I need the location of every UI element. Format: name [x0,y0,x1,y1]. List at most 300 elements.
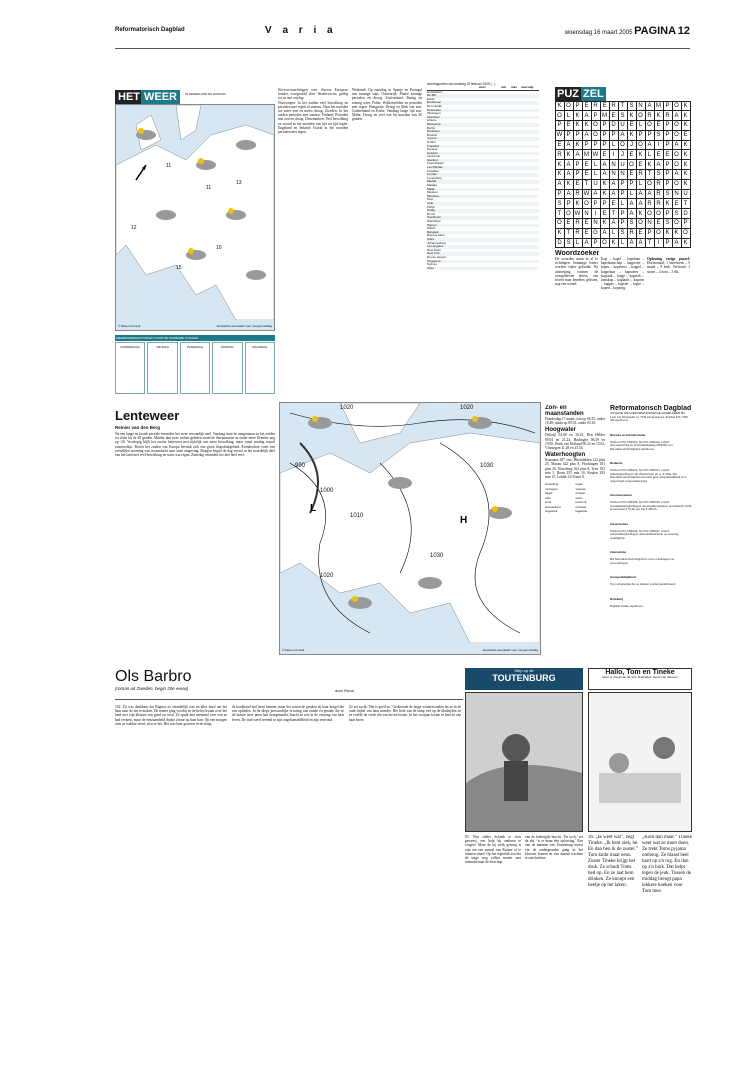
city-row: Zürich [427,226,436,231]
city-row: Rotterdam [427,109,539,113]
city-row: Sydney [427,262,438,267]
grid-cell: L [627,189,637,200]
city-row: Rio de Janeiro [427,254,447,259]
grid-cell: P [663,101,673,112]
grid-cell: O [672,120,682,131]
grid-cell: P [663,238,673,249]
grid-cell: K [681,110,691,121]
grid-cell: K [645,159,655,170]
grid-cell: A [627,208,637,219]
city-row: Den Helder [427,103,443,108]
grid-cell: P [609,130,619,141]
grid-cell: A [645,140,655,151]
grid-cell: E [681,130,691,141]
grid-cell: O [681,228,691,239]
strip1-caption2: van de bedreigde burcht. ‘En toch,’ zei de abt, ‘is er maar één oplossing.’ Een van de mannen van Toutenburg moest via de ondergrondse gang in het klooster komen en van daaruit trachten te ontvluchten. [525,835,583,861]
city-row: Brussel [427,132,438,137]
grid-cell: K [681,169,691,180]
grid-cell: A [672,110,682,121]
grid-cell: J [618,149,628,160]
article-body: Na een lange en koude periode verandert het weer vervaarlijk snel. Vandaag staat de temperatuur in het zuiden tot dicht bij de 20 graden. Minder dan twee weken geleden stond de thermometer in onder meer Drenthe nog op -20. Voorlopig blijft het zachte lenteweer met tijdelijk wat meer bewolking, maar vanaf zondag vooral zonneschijn. Boven het zuiden van Europa bevindt zich een groot hogedrukgebied. Eronderdoor voert een westelijke stroming van oceaanlucht naar onze omgeving. Morgen begint de dag vooral in het noordelijk deel van het land met veel bewolking en soms wat regen. Zaterdag verandert het niet heel veel. [115,432,275,458]
grid-cell: E [654,218,664,229]
grid-cell: A [564,189,574,200]
strip1-caption: 83. Was ridder Schenk te trots geweest, een hulp bij anderen te vragen? Maar de bij sterk genoeg is zijn om een aanval van Kuinre af te kunnen slaan? Op het tegenhik zou het de trage weg volker mutter met niemand naar de bisschop. [465,835,521,865]
city-row: Malta [427,188,539,192]
grid-cell: P [600,140,610,151]
grid-cell: A [609,218,619,229]
grid-cell: E [636,228,646,239]
grid-cell: P [663,179,673,190]
grid-cell: U [591,179,601,190]
city-row: New Delhi [427,247,441,252]
grid-cell: R [573,189,583,200]
city-row: Parijs [427,204,435,209]
strip-illustration [465,692,583,832]
grid-cell: K [582,120,592,131]
city-row: Nice [427,197,434,202]
grid-cell: T [582,179,592,190]
strip-header: Strip op de TOUTENBURG [465,668,583,690]
city-row: Athene [427,118,437,123]
grid-cell: T [681,198,691,209]
grid-cell: A [627,198,637,209]
grid-cell: K [609,238,619,249]
forecast-day: DONDERDAG [115,342,145,394]
grid-cell: K [663,198,673,209]
grid-cell: L [618,198,628,209]
grid-cell: K [636,208,646,219]
grid-cell: E [582,159,592,170]
grid-cell: R [627,228,637,239]
forecast-day: VRIJDAG [147,342,177,394]
grid-cell: K [627,110,637,121]
legend-item: bewolking [545,482,559,487]
city-row: Las Palmas [427,166,539,170]
grid-cell: P [663,130,673,141]
city-row: Eindhoven [427,101,539,105]
grid-cell: O [564,101,574,112]
grid-cell: P [555,120,565,131]
temp-label: 11 [206,185,212,191]
temp-label: 13 [236,180,242,186]
grid-cell: A [600,169,610,180]
city-row: Johannesburg [427,240,447,245]
grid-cell: E [600,101,610,112]
grid-cell: R [591,101,601,112]
article-author: Reinier van den Berg [115,425,161,430]
legend-item: sneeuw [575,486,586,491]
grid-cell: I [591,208,601,219]
grid-cell: A [582,130,592,141]
city-row: Rome [427,211,436,216]
legend-item: wind [545,500,552,505]
weather-logo: HET WEER IN NEDERLAND EN EUROPA [115,90,228,104]
grid-cell: A [672,140,682,151]
city-row: Barcelona [427,123,539,127]
grid-cell: R [636,169,646,180]
city-row: Londen [427,173,539,177]
grid-cell: D [609,120,619,131]
page-header [115,19,690,49]
grid-cell: K [681,159,691,170]
grid-cell: E [573,179,583,190]
grid-cell: R [573,218,583,229]
city-row: Singapore [427,260,539,264]
legend-item: hogedruk [545,509,558,514]
grid-cell: P [573,101,583,112]
grid-cell: D [681,208,691,219]
legend-item: motregen [545,486,558,491]
woordzoeker: Woordzoeker De woorden staan in al le richtingen. Sommige letters worden vaker gebruikt. Na uitstreping vormen de overgebleven letters, van boven naar beneden gelezen, nog een woord. Kop – kapel – kapelaan – kapelaanschap – kappertje – koper – kopererts – koppel – koppelaar – kapsones – kopstuk – kopje – kapstok – lamskop – kaplaars – kapoen – kapper – kapster – kopie – kopen – kopzorg. Oplossing vorige puzzel: Horizontaal: 1 snoeiwerk – 5 mond – 9 kerk. Verticaal: 1 storm – 2 nota – 3 elk. [555,250,690,291]
newspaper-name: Reformatorisch Dagblad [115,27,185,33]
grid-cell: O [555,218,565,229]
grid-cell: P [627,179,637,190]
grid-cell: K [681,140,691,151]
city-row: Luxemburg [427,175,443,180]
grid-cell: R [654,179,664,190]
city-row: New York [427,252,539,256]
grid-cell: E [627,169,637,180]
grid-cell: A [645,101,655,112]
legend-item: mist [545,495,551,500]
legend-item: onweer [575,491,586,496]
grid-cell: P [591,238,601,249]
temp-label: 12 [131,225,137,231]
city-row: Buenos Aires [427,233,445,238]
pressure-map: L H 1020 1020 990 1000 1010 1030 1030 1020 © Meteo Consult Verwachte weerkaart voor morgenmiddag [279,402,541,655]
tom-text2: „Kom dan maar.” Tineke weet wat ze moet doen. Ze trekt Toms pyjama omhoog. Ze blaast heel hard op z'n rug. En dan op z'n buik. Dat helpt tegen de jeuk. Tussen de middag brengt papa lekkere koeken voor Tom mee. [642,835,692,894]
grid-cell: K [555,159,565,170]
grid-cell: N [582,208,592,219]
city-row: Malaga [427,183,437,188]
grid-cell: I [609,149,619,160]
grid-cell: K [555,169,565,180]
grid-cell: T [555,208,565,219]
grid-cell: P [663,159,673,170]
grid-cell: K [672,228,682,239]
tom-tineke-header: Hallo, Tom en Tineke tekst: A. Kooijman-de Vos; illustraties: Gerrit van Ittersum [588,668,692,690]
grid-cell: K [681,179,691,190]
legend-item: storm [575,495,583,500]
grid-cell: S [627,101,637,112]
grid-cell: P [636,130,646,141]
grid-cell: M [654,101,664,112]
grid-cell: W [573,208,583,219]
grid-cell: U [681,189,691,200]
zon-maan: Zon- en maanstanden Donderdag 17 maart, zon op 06.35, onder 18.48; maan op 09.53, onder 03.16. Hoogwater Delfzijl 04.08 en 16.25, Den Helder 09.04 en 21.24, Harlingen 06.39 en 19.00, Hoek van Holland 00.22 en 13.02, Vlissingen 11.28 en 23.54. Waterhoogten Konstanz 287 onv., Rheinfelden 212 plus 20, Maxau 422 plus 8, Plochingen 181 plus 20, Würzburg 162 plus 8, Trier 182 min 3, Bonn 255 min 10, Keulen 293 min 15, Lobith 1210 min 8. bewolking regen motregen sneeuw hagel onweer mist storm wind koufront warmtefront occlusie hogedruk lagedruk [545,405,605,514]
city-row: Eelde [427,96,435,101]
grid-cell: L [591,159,601,170]
city-row: Genève [427,147,438,152]
city-row: Innsbruck [427,154,441,159]
grid-cell: T [645,169,655,180]
grid-cell: T [645,238,655,249]
grid-cell: W [591,149,601,160]
city-row: Lissabon [427,168,440,173]
city-row: Moskou [427,190,438,195]
city-row: Istanbul [427,159,539,163]
weather-text-col2: Weekend: Op zaterdag in Spanje en Portugal een zonnige start. Oostenrijk: Flinke zonnige perioden en droog. Zwitserland: Rustig en zonnig weer. Polen: Wolkenvelden en perioden met regen. Hongarije: Droog en flink wat zon. Griekenland en Kreta: Vandaag lange tijd zon. Malta: Droog en veel zon bij maxima van 20 graden. [352,88,422,122]
grid-cell: P [582,140,592,151]
grid-cell: N [609,169,619,180]
grid-cell: A [636,198,646,209]
grid-cell: I [654,238,664,249]
grid-cell: A [600,228,610,239]
grid-cell: S [627,218,637,229]
grid-cell: M [600,110,610,121]
grid-cell: K [573,198,583,209]
grid-cell: D [555,238,565,249]
grid-cell: K [681,238,691,249]
grid-cell: E [582,101,592,112]
grid-cell: K [564,179,574,190]
grid-cell: P [618,208,628,219]
city-row: Los Angeles [427,245,539,249]
grid-cell: A [600,159,610,170]
city-row: Warschau [427,218,441,223]
city-row: Caïro [427,238,539,242]
grid-cell: O [627,159,637,170]
grid-cell: U [618,120,628,131]
city-row: Aberdeen [427,116,539,120]
grid-cell: A [564,169,574,180]
grid-cell: E [555,140,565,151]
grid-cell: U [618,159,628,170]
grid-cell: P [564,130,574,141]
grid-cell: P [591,198,601,209]
grid-cell: O [600,238,610,249]
city-row: Frankfurt [427,145,539,149]
grid-cell: O [555,110,565,121]
grid-cell: A [609,189,619,200]
grid-cell: A [582,238,592,249]
city-row: Kopenhagen [427,161,445,166]
city-row: Dublin [427,139,436,144]
page-date: woensdag 16 maart 2005 PAGINA 12 [564,25,690,37]
grid-cell: A [636,238,646,249]
grid-cell: A [645,189,655,200]
grid-cell: O [645,179,655,190]
grid-cell: T [609,208,619,219]
grid-cell: P [645,130,655,141]
grid-cell: G [591,228,601,239]
grid-cell: L [609,140,619,151]
grid-cell: E [627,120,637,131]
grid-cell: R [555,149,565,160]
grid-cell: S [555,198,565,209]
grid-cell: E [672,198,682,209]
grid-cell: P [573,169,583,180]
grid-cell: A [573,149,583,160]
grid-cell: O [564,208,574,219]
grid-cell: K [573,120,583,131]
grid-cell: I [654,140,664,151]
forecast-day: MAANDAG [245,342,275,394]
map-graphic [116,105,274,320]
grid-cell: A [654,159,664,170]
puzzle-logo: PUZ ZEL [557,88,604,100]
legend-item: koufront [575,500,587,505]
grid-cell: P [600,120,610,131]
tom-tineke-illustration [588,692,692,832]
grid-cell: P [618,189,628,200]
grid-cell: S [654,130,664,141]
city-row: Helsinki [427,152,539,156]
svg-text:H: H [460,515,468,526]
grid-cell: P [591,110,601,121]
grid-cell: E [636,159,646,170]
grid-cell: A [555,179,565,190]
grid-cell: P [600,130,610,141]
grid-cell: O [654,208,664,219]
word-search-grid [555,101,690,248]
grid-cell: S [564,238,574,249]
five-day-forecast: WEERSVERWACHTINGEN VOOR DE KOMENDE 5 DAGEN DONDERDAG VRIJDAG ZATERDAG ZONDAG MAANDAG [115,335,275,393]
grid-cell: E [654,120,664,131]
grid-cell: K [654,110,664,121]
grid-cell: L [618,238,628,249]
grid-cell: A [609,179,619,190]
grid-cell: P [645,228,655,239]
grid-cell: E [609,198,619,209]
grid-cell: R [609,101,619,112]
grid-cell: E [609,110,619,121]
grid-cell: L [636,120,646,131]
grid-cell: R [645,198,655,209]
grid-cell: O [636,140,646,151]
grid-cell: A [627,238,637,249]
city-row: Stockholm [427,216,539,220]
grid-cell: E [582,169,592,180]
grid-cell: K [681,149,691,160]
legend-item: lagedruk [575,509,588,514]
grid-cell: R [654,189,664,200]
grid-cell: O [645,120,655,131]
city-row: München [427,195,539,199]
grid-cell: R [654,198,664,209]
grid-cell: S [618,228,628,239]
grid-cell: R [573,228,583,239]
grid-cell: P [663,169,673,180]
grid-cell: L [645,149,655,160]
city-row: Madrid [427,180,539,184]
grid-cell: W [582,189,592,200]
grid-cell: P [681,218,691,229]
grid-cell: L [591,169,601,180]
temp-label: 15 [176,265,182,271]
grid-cell: R [663,110,673,121]
grid-cell: P [573,130,583,141]
ols-col1: 102. Zij was dankbaar dat Rigmor zo vriendelijk was en alles deed om het haar naar de zin te maken. De zomer ging voorbij en de herfst kwam over het land met zijn kleuren van goud en rood. Ze sprak met niemand over wat ze had ervaren, maar de eenzaamheid drukte zwaar op haar hart. Op een morgen toen ze wakker werd, wist ze het. Het was haar geweest in de slaap. [115,705,227,726]
grid-cell: A [564,140,574,151]
grid-cell: O [582,198,592,209]
grid-cell: J [627,140,637,151]
legend-item: hagel [545,491,553,496]
grid-cell: P [564,198,574,209]
grid-cell: A [672,238,682,249]
grid-cell: E [600,208,610,219]
lenteweer-article [115,408,275,638]
grid-cell: N [645,218,655,229]
grid-cell: S [618,110,628,121]
grid-cell: N [618,169,628,180]
grid-cell: P [555,189,565,200]
grid-cell: O [672,159,682,170]
forecast-day: ZATERDAG [180,342,210,394]
grid-cell: P [573,159,583,170]
grid-cell: O [672,130,682,141]
grid-cell: N [609,159,619,170]
grid-cell: K [681,101,691,112]
grid-cell: P [663,140,673,151]
grid-cell: E [600,149,610,160]
ols-col3: Ze zei zacht: 'Het is goed zo.' Gedurende de lange winteravonden las ze in de oude bijbel van haar moeder. Het licht van de lamp viel op de bladzijden en ze voelde de vrede die van boven kwam. In het voorjaar kwam er bericht van haar broer. [349,705,461,722]
grid-cell: A [672,169,682,180]
temp-label: 10 [216,245,222,251]
grid-cell: L [636,179,646,190]
grid-cell: O [672,101,682,112]
grid-cell: L [609,228,619,239]
grid-cell: O [591,130,601,141]
ols-col2: de boekhoud had leren kennen, maar het waren de gesalen zij haar kregel die een oplieden. In de diepe persoonlijke ervaring van zonde en genade die ze de laatste twee jaren had doorgemaakt, bracht ze rust in de omvang van haar leven. De stad werd vreemd in zijn ongekunsteldheid en zijn eenvoud. [232,705,344,722]
grid-cell: K [681,120,691,131]
forecast-day: ZONDAG [212,342,242,394]
grid-cell: P [663,120,673,131]
grid-cell: O [591,120,601,131]
grid-cell: E [654,149,664,160]
city-row: Wenen [427,224,539,228]
city-row: Vlissingen [427,111,441,116]
ols-header: Ols Barbro (roman uit Zweden, begin 20e eeuw) door Runa [115,668,463,700]
map-credit: © Meteo Consult [118,323,141,328]
grid-cell: K [555,101,565,112]
article-title: Lenteweer [115,408,180,423]
grid-cell: L [564,110,574,121]
grid-cell: N [672,189,682,200]
grid-cell: A [591,189,601,200]
grid-cell: K [600,218,610,229]
grid-cell: E [564,120,574,131]
grid-cell: P [591,140,601,151]
legend-item: occlusie [575,504,587,509]
grid-cell: O [654,228,664,239]
grid-cell: W [555,130,565,141]
grid-cell: K [555,228,565,239]
grid-cell: K [573,110,583,121]
grid-cell: A [564,159,574,170]
grid-cell: S [663,189,673,200]
grid-cell: P [618,179,628,190]
city-row: De Bilt [427,94,539,98]
grid-cell: P [663,208,673,219]
grid-cell: R [645,110,655,121]
grid-cell: N [591,218,601,229]
grid-cell: K [600,179,610,190]
map-caption: Verwachte weerkaart voor morgenmiddag [216,323,272,328]
grid-cell: E [663,149,673,160]
svg-text:L: L [310,503,317,514]
grid-cell: K [636,149,646,160]
grid-cell: E [564,218,574,229]
grid-cell: K [573,140,583,151]
colofon: Reformatorisch Dagblad UITGAVE VAN REFORMATORISCHE DAGBLADEN BV Laan van Westenenk 12, 7336 AZ Apeldoorn. Postbus 670, 7300 AR Apeldoorn. Directie en Administratie Telefoon 055-5390222, fax 055-5390229, e-mail: directie@refdag.nl. Postbankrekening 2002990 t.n.v. Reformatorisch Dagblad, Apeldoorn. Redactie Telefoon 055-5390222, fax 055-5390225, e-mail: redactie@refdag.nl. Hoofdredacteur: ds. A. P. Vink. Het Reformatorisch Dagblad aanvaardt geen aansprakelijkheid voor ongevraagd toegezonden kopij. Abonnementen Telefoon 055-5390289, fax 055-5390230, e-mail: abonnementen@refdag.nl. Abonnementsprijzen: per maand € 23,90, per kwartaal € 70,40, per jaar € 268,45. Advertenties Telefoon 055-5390444, fax 055-5390247, e-mail: advertenties@refdag.nl. Advertentietarieven op aanvraag verkrijgbaar. Internetsite Het Reformatorisch Dagblad is ook te raadplegen via www.refdag.nl Aansprakelijkheid Voor advertenties die op internet worden gepubliceerd. Drukkerij Dagblad Stamp, Apeldoorn. [610,405,692,608]
grid-cell: K [600,189,610,200]
grid-cell: E [627,149,637,160]
grid-cell: P [618,218,628,229]
grid-cell: A [618,130,628,141]
grid-cell: O [645,208,655,219]
tom-text1: 36. „Ik weet wat”, zegt Tineke. „Ik bent ziek, hè. En dan ben ik de zuster.” Tom knikt maar eens. Zuster Tineke krijgt het druk. Ze schudt Toms bed op. En ze laat hem drinken. Ze knoopt een beetje op het laken. [588,835,639,888]
